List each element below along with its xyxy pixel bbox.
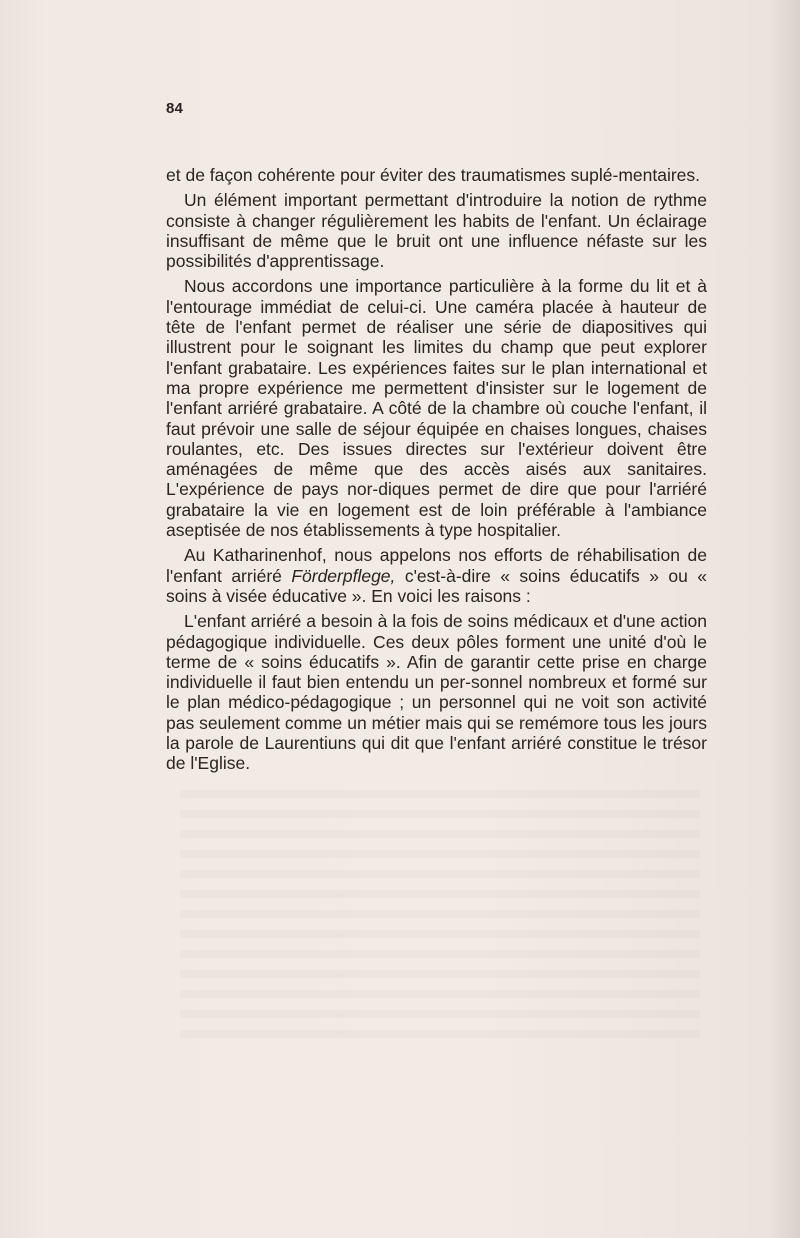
- page-number: 84: [166, 100, 184, 117]
- paragraph-2: Un élément important permettant d'introduire la notion de rythme consiste à changer régulièrement les habits de l'enfant. Un éclairage insuffisant de même que le bruit ont une influence néfaste sur les possibilités d'apprentissage.: [166, 190, 707, 272]
- paragraph-5: L'enfant arriéré a besoin à la fois de soins médicaux et d'une action pédagogique individuelle. Ces deux pôles forment une unité d'où le terme de « soins éducatifs ». Afin de garantir cette prise en charge individuelle il faut bien entendu un per-sonnel nombreux et formé sur le plan médico-pédagogique ; un personnel qui ne voit son activité pas seulement comme un métier mais qui se remémore tous les jours la parole de Laurentiuns qui dit que l'enfant arriéré constitue le trésor de l'Eglise.: [166, 611, 707, 774]
- paragraph-1: et de façon cohérente pour éviter des traumatismes suplé-mentaires.: [166, 165, 701, 185]
- paragraph-4-text-before: Au Katharinenhof, nous appelons nos efforts de réhabilisation de l'enfant arriéré: [166, 545, 707, 586]
- paragraph-4: [166, 545, 707, 606]
- show-through-shadow: [180, 790, 700, 1040]
- body-text: [166, 165, 707, 779]
- paragraph-4-text-after: c'est-à-dire « soins éducatifs » ou « soins à visée éducative ». En voici les raisons :: [166, 565, 707, 606]
- term-foerderpflege: Förderpflege,: [291, 565, 396, 586]
- paragraph-3: Nous accordons une importance particulière à la forme du lit et à l'entourage immédiat de celui-ci. Une caméra placée à hauteur de tête de l'enfant permet de réaliser une série de diapositives qui illustrent pour le soignant les limites du champ que peut explorer l'enfant grabataire. Les expériences faites sur le plan international et ma propre expérience me permettent d'insister sur le logement de l'enfant arriéré grabataire. A côté de la chambre où couche l'enfant, il faut prévoir une salle de séjour équipée en chaises longues, chaises roulantes, etc. Des issues directes sur l'extérieur doivent être aménagées de même que des accès aisés aux sanitaires. L'expérience de pays nor-diques permet de dire que pour l'arriéré grabataire la vie en logement est de loin préférable à l'ambiance aseptisée de nos établissements à type hospitalier.: [166, 276, 707, 541]
